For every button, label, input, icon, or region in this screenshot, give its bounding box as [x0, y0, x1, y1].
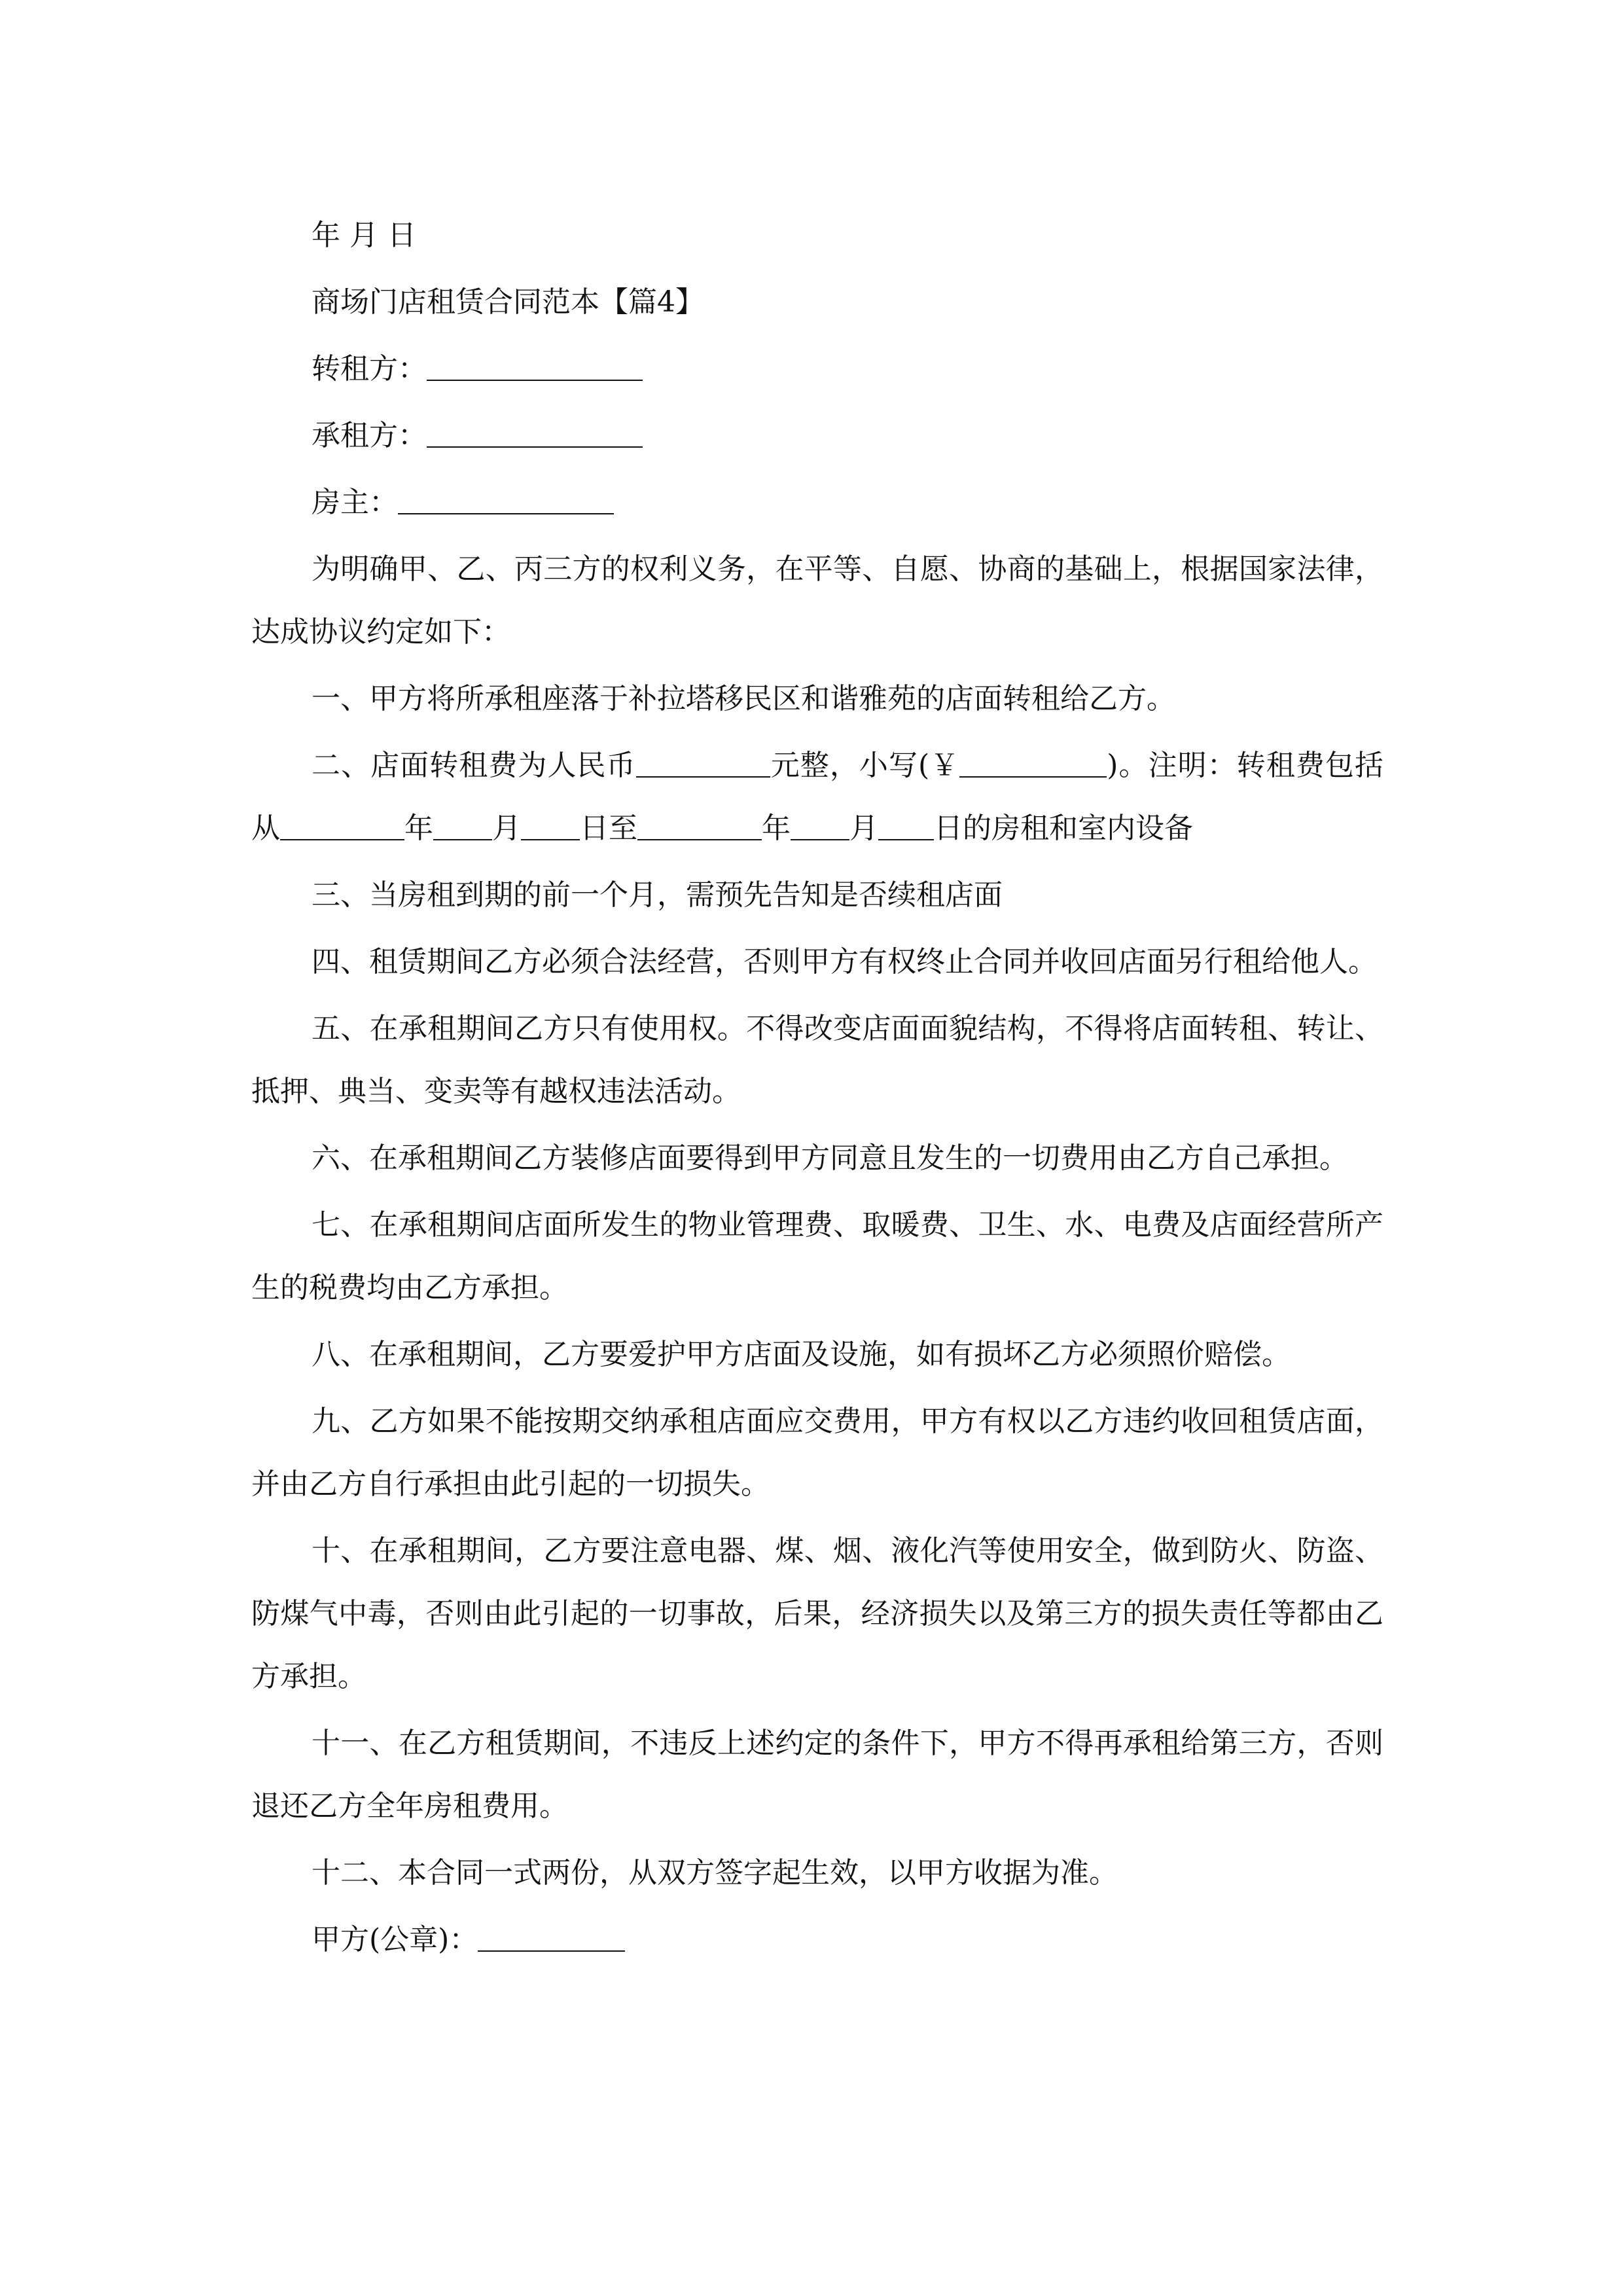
- clause-2-text-a: 二、店面转租费为人民币: [312, 749, 636, 782]
- clause-5: 五、在承租期间乙方只有使用权。不得改变店面面貌结构，不得将店面转租、转让、抵押、典当、变卖等有越权违法活动。: [251, 1012, 1383, 1108]
- start-month-blank[interactable]: [433, 810, 492, 840]
- lessee-blank[interactable]: [427, 418, 643, 448]
- clause-2-month-2: 月: [849, 812, 878, 845]
- clause-4: 四、租赁期间乙方必须合法经营，否则甲方有权终止合同并收回店面另行租给他人。: [312, 945, 1377, 978]
- landlord-blank[interactable]: [398, 484, 614, 514]
- clause-2-month-1: 月: [492, 812, 521, 845]
- sublessor-blank[interactable]: [427, 351, 643, 381]
- clause-7: 七、在承租期间店面所发生的物业管理费、取暖费、卫生、水、电费及店面经营所产生的税费均由乙方承担。: [251, 1208, 1383, 1304]
- clause-2-text-b: 元整，小写(￥: [770, 749, 960, 782]
- landlord-field: [251, 471, 1383, 534]
- signature-field: [251, 1909, 1383, 1971]
- clause-3: 三、当房租到期的前一个月，需预先告知是否续租店面: [312, 878, 1003, 912]
- end-month-blank[interactable]: [791, 810, 849, 840]
- start-year-blank[interactable]: [280, 810, 404, 840]
- sublessor-label: 转租方：: [312, 352, 427, 386]
- clause-2-day-to: 日至: [580, 812, 637, 845]
- clause-9: 九、乙方如果不能按期交纳承租店面应交费用，甲方有权以乙方违约收回租赁店面，并由乙方自行承担由此引起的一切损失。: [251, 1405, 1383, 1501]
- clause-2-year-2: 年: [762, 812, 791, 845]
- clause-10: 十、在承租期间，乙方要注意电器、煤、烟、液化汽等使用安全，做到防火、防盗、防煤气中毒，否则由此引起的一切事故，后果，经济损失以及第三方的损失责任等都由乙方承担。: [251, 1534, 1383, 1693]
- clause-1: 一、甲方将所承租座落于补拉塔移民区和谐雅苑的店面转租给乙方。: [312, 682, 1175, 715]
- signature-blank[interactable]: [478, 1922, 625, 1952]
- signature-label: 甲方(公章)：: [312, 1923, 478, 1956]
- clause-2-year-1: 年: [404, 812, 433, 845]
- lessee-field: [251, 404, 1383, 467]
- contract-body: [251, 204, 1383, 1975]
- lessee-label: 承租方：: [312, 419, 427, 452]
- date-text: 年 月 日: [312, 219, 416, 252]
- clause-11: 十一、在乙方租赁期间，不违反上述约定的条件下，甲方不得再承租给第三方，否则退还乙方全年房租费用。: [251, 1727, 1383, 1823]
- heading-text: 商场门店租赁合同范本【篇4】: [312, 285, 704, 319]
- end-year-blank[interactable]: [637, 810, 762, 840]
- sublessor-field: [251, 338, 1383, 401]
- landlord-label: 房主：: [312, 486, 398, 519]
- date-line: [251, 204, 1383, 267]
- clause-8: 八、在承租期间，乙方要爱护甲方店面及设施，如有损坏乙方必须照价赔偿。: [312, 1338, 1291, 1371]
- clause-2-text-c: )。注明：转租费包括从: [251, 749, 1383, 845]
- start-day-blank[interactable]: [521, 810, 580, 840]
- contract-heading: [251, 271, 1383, 334]
- intro-paragraph: 为明确甲、乙、丙三方的权利义务，在平等、自愿、协商的基础上，根据国家法律，达成协议约定如下：: [251, 552, 1383, 649]
- clause-2-text-end: 日的房租和室内设备: [934, 812, 1193, 845]
- end-day-blank[interactable]: [878, 810, 934, 840]
- clause-12: 十二、本合同一式两份，从双方签字起生效，以甲方收据为准。: [312, 1856, 1118, 1890]
- clause-6: 六、在承租期间乙方装修店面要得到甲方同意且发生的一切费用由乙方自己承担。: [312, 1141, 1348, 1175]
- rent-amount-words-blank[interactable]: [636, 747, 770, 778]
- rent-amount-figures-blank[interactable]: [959, 747, 1107, 778]
- clause-2: [251, 734, 1383, 860]
